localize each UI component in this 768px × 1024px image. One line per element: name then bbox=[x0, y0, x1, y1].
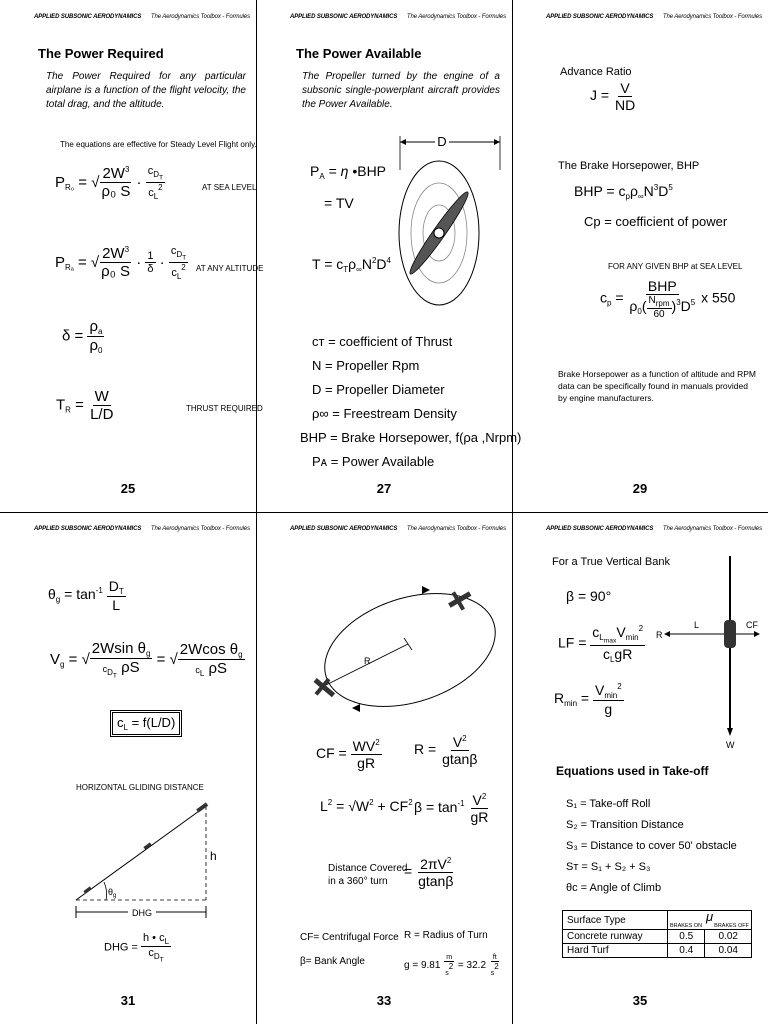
svg-text:θg: $\theta_g$ bbox=[108, 887, 117, 899]
brakes-on-header: BRAKES ON bbox=[670, 923, 703, 929]
dhg-label: DHG bbox=[132, 908, 152, 918]
brakes-off-header: BRAKES OFF bbox=[714, 923, 749, 929]
turn-radius-equation: R = $\frac{V^2}{gtan\beta}$ bbox=[414, 734, 478, 767]
section-title: The Power Required bbox=[38, 46, 164, 61]
running-header-left: APPLIED SUBSONIC AERODYNAMICS bbox=[290, 14, 398, 20]
glide-angle-equation: $\theta_g = \tan^{-1}$ $\frac{D_T}{L}$ bbox=[48, 578, 124, 613]
definition-item: Sᴛ = S₁ + S₂ + S₃ bbox=[566, 861, 651, 873]
definition-item: cᴛ = coefficient of Thrust bbox=[312, 334, 453, 349]
takeoff-definitions bbox=[566, 794, 737, 899]
table-cell: 0.02 bbox=[705, 930, 752, 944]
page-31 bbox=[0, 512, 256, 1024]
running-header-right: The Aerodynamics Toolbox - Formules bbox=[406, 526, 506, 532]
friction-coefficient-table bbox=[562, 910, 752, 958]
table-cell: 0.5 bbox=[668, 930, 705, 944]
table-row bbox=[563, 930, 752, 944]
r-definition: R = Radius of Turn bbox=[404, 930, 488, 941]
definition-item: BHP = Brake Horsepower, f(ρa ,Nrpm) bbox=[300, 430, 522, 445]
power-required-sea-level-equation: $P_{R_0}$ = √ $\frac{2W^3}{\text{ρ₀ S}}$ · $\frac{c_{D_T}}{c_L^2}$ bbox=[55, 165, 164, 201]
gravity-equation: g = 9.81 $\frac{m}{s2}$ = 32.2 $\frac{ft}{s2}$ bbox=[404, 954, 499, 977]
density-ratio-equation: δ = $\frac{\rho_a}{\rho_0}$ bbox=[62, 318, 103, 355]
definition-item: S₁ = Take-off Roll bbox=[566, 798, 651, 810]
definition-item: ρ∞ = Freestream Density bbox=[312, 406, 457, 421]
power-coefficient-equation: $c_p$ = BHP $\rho_0$( $\frac{N_{rpm}}{60}$ )$^3D^5$ x 550 bbox=[600, 278, 736, 320]
section-title: The Power Available bbox=[296, 46, 422, 61]
note-text: The equations are effective for Steady Level Flight only. bbox=[60, 140, 257, 149]
vertical-bank-diagram bbox=[654, 552, 764, 752]
table-cell: 0.04 bbox=[705, 944, 752, 958]
running-header-right: The Aerodynamics Toolbox - Formules bbox=[150, 14, 250, 20]
page-number: 31 bbox=[120, 993, 136, 1008]
height-label: h bbox=[210, 849, 217, 863]
page-27 bbox=[256, 0, 522, 512]
lift-arrow-label: L bbox=[694, 620, 700, 630]
lift-coefficient-box: $c_L = f(L/D)$ bbox=[110, 710, 182, 737]
vertical-bank-title: For a True Vertical Bank bbox=[552, 556, 670, 568]
centrifugal-force-equation: CF = $\frac{WV^2}{gR}$ bbox=[316, 738, 380, 771]
running-header-left: APPLIED SUBSONIC AERODYNAMICS bbox=[290, 526, 398, 532]
power-available-equation: $P_A = \eta$ •BHP bbox=[310, 163, 387, 181]
definition-item: N = Propeller Rpm bbox=[312, 358, 420, 373]
bank-angle-equation: $\beta = \tan^{-1}$ $\frac{V^2}{gR}$ bbox=[414, 792, 489, 825]
glide-velocity-equation: $V_g$ = √ $\frac{2Wsin \theta_g}{cD_T \rho S}$ = √ $\frac{2Wcos \theta_g}{\text{cL ρS}}$ bbox=[50, 640, 243, 680]
thrust-required-label: THRUST REQUIRED bbox=[186, 404, 263, 413]
definition-item: S₃ = Distance to cover 50' obstacle bbox=[566, 840, 737, 852]
running-header-right: The Aerodynamics Toolbox - Formules bbox=[150, 526, 250, 532]
page-number: 27 bbox=[376, 481, 392, 496]
power-required-altitude-equation: $P_{R_a}$ = √ $\frac{2W^3}{\text{ρ₀ S}}$ · $\frac{1}{\delta}$ · $\frac{c_{D_T}}{c_L^2}$ bbox=[55, 245, 187, 281]
page-number: 35 bbox=[632, 993, 648, 1008]
propeller-diagram bbox=[394, 130, 510, 320]
bhp-note: Brake Horsepower as a function of altitude and RPM data can be specifically found in manuals provided by engine manufacturers. bbox=[558, 369, 756, 403]
for-any-bhp-label: FOR ANY GIVEN BHP at SEA LEVEL bbox=[608, 262, 743, 271]
table-cell: Concrete runway bbox=[563, 930, 668, 944]
definition-item: Pᴀ = Power Available bbox=[312, 454, 435, 469]
diameter-label: D bbox=[437, 134, 447, 149]
page-25 bbox=[0, 0, 264, 512]
distance-covered-label bbox=[328, 862, 407, 888]
bhp-title: The Brake Horsepower, BHP bbox=[558, 160, 700, 172]
page-number: 33 bbox=[376, 993, 392, 1008]
thrust-velocity-equation: = TV bbox=[324, 195, 354, 211]
min-radius-equation: $R_{min}$ = $\frac{V_{min}^2}{g}$ bbox=[554, 682, 622, 717]
beta-90: β = 90° bbox=[566, 588, 612, 604]
table-row bbox=[563, 944, 752, 958]
distance-label-line: Distance Covered bbox=[328, 863, 408, 874]
sea-level-label: AT SEA LEVEL bbox=[202, 183, 257, 192]
advance-ratio-title: Advance Ratio bbox=[560, 66, 632, 78]
page-29 bbox=[512, 0, 768, 512]
advance-ratio-equation: J = $\frac{V}{ND}$ bbox=[590, 80, 636, 113]
cf-arrow-label: CF bbox=[746, 620, 758, 630]
running-header-left: APPLIED SUBSONIC AERODYNAMICS bbox=[34, 526, 142, 532]
running-header-left: APPLIED SUBSONIC AERODYNAMICS bbox=[34, 14, 142, 20]
definition-item: S₂ = Transition Distance bbox=[566, 819, 684, 831]
table-cell: Hard Turf bbox=[563, 944, 668, 958]
turn-diagram bbox=[310, 580, 500, 720]
lift-equation: $L^2 = √W^2 + CF^2$ bbox=[320, 798, 413, 814]
any-altitude-label: AT ANY ALTITUDE bbox=[196, 264, 264, 273]
weight-label: W bbox=[726, 740, 735, 750]
distance-equation: = $\frac{2\pi V^2}{gtan\beta}$ bbox=[404, 856, 454, 889]
thrust-required-equation: $T_R$ = $\frac{W}{L/D}$ bbox=[56, 388, 114, 423]
load-factor-equation: LF = $\frac{c_{L_{max}}V_{min}^2}{c_LgR}$ bbox=[558, 624, 644, 664]
radius-label: R bbox=[364, 656, 371, 666]
running-header-left: APPLIED SUBSONIC AERODYNAMICS bbox=[546, 526, 654, 532]
beta-definition: β= Bank Angle bbox=[300, 956, 365, 967]
radius-label: R bbox=[656, 630, 663, 640]
intro-text: The Power Required for any particular airplane is a function of the flight velocity, the total drag, and the altitude. bbox=[46, 71, 246, 110]
bhp-equation: BHP = $c_p\rho_\infty N^3D^5$ bbox=[574, 183, 673, 201]
distance-label-line: in a 360° turn bbox=[328, 876, 388, 887]
mu-symbol: μ bbox=[705, 909, 714, 924]
intro-text: The Propeller turned by the engine of a subsonic single-powerplant aircraft provides the Power Available. bbox=[302, 71, 500, 110]
running-header-left: APPLIED SUBSONIC AERODYNAMICS bbox=[546, 14, 654, 20]
running-header-right: The Aerodynamics Toolbox - Formules bbox=[662, 14, 762, 20]
page-number: 25 bbox=[120, 481, 136, 496]
page-number: 29 bbox=[632, 481, 648, 496]
definitions-list bbox=[300, 330, 522, 474]
table-header: Surface Type bbox=[563, 911, 668, 930]
page-33 bbox=[256, 512, 512, 1024]
cf-definition: CF= Centrifugal Force bbox=[300, 932, 399, 943]
cp-definition: Cp = coefficient of power bbox=[584, 214, 728, 229]
definition-item: θc = Angle of Climb bbox=[566, 882, 662, 894]
running-header-right: The Aerodynamics Toolbox - Formules bbox=[662, 526, 762, 532]
running-header-right: The Aerodynamics Toolbox - Formules bbox=[406, 14, 506, 20]
glide-diagram bbox=[70, 802, 230, 932]
glide-distance-title: HORIZONTAL GLIDING DISTANCE bbox=[76, 783, 204, 792]
definition-item: D = Propeller Diameter bbox=[312, 382, 445, 397]
takeoff-title: Equations used in Take-off bbox=[556, 764, 709, 778]
dhg-equation: DHG = $\frac{h • c_L}{c_{D_T}}$ bbox=[104, 932, 170, 964]
mu-header bbox=[668, 911, 752, 930]
thrust-equation: $T = c_T\rho_\infty N^2D^4$ bbox=[312, 256, 391, 274]
page-35 bbox=[512, 512, 768, 1024]
table-cell: 0.4 bbox=[668, 944, 705, 958]
